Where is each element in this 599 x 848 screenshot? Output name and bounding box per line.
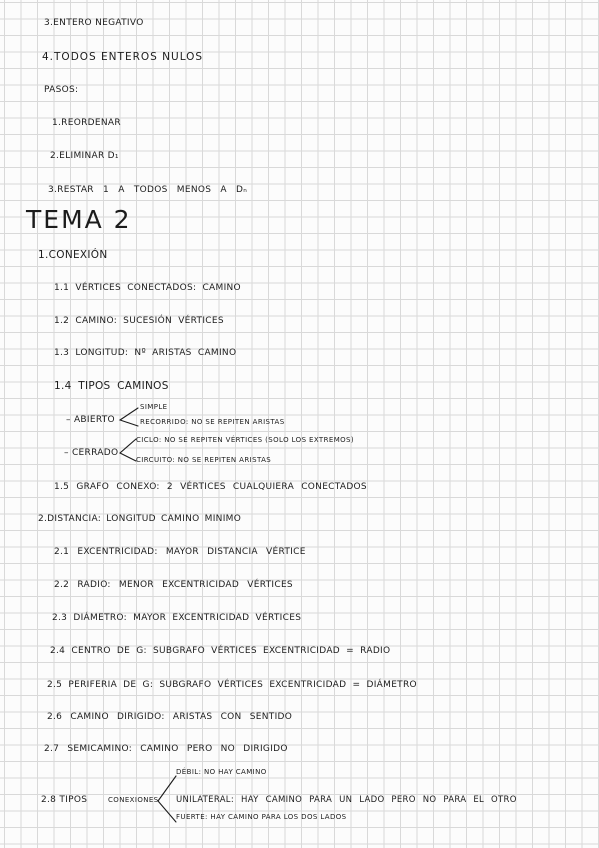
line-simple: SIMPLE	[140, 403, 168, 411]
line-todos-enteros-nulos: 4.TODOS ENTEROS NULOS	[42, 51, 204, 63]
line-fuerte: FUERTE: HAY CAMINO PARA LOS DOS LADOS	[176, 813, 347, 821]
page-title: TEMA 2	[26, 205, 132, 234]
line-vertices-conectados: 1.1 VÉRTICES CONECTADOS: CAMINO	[54, 283, 241, 293]
line-circuito: CIRCUITO: NO SE REPITEN ARISTAS	[136, 456, 272, 464]
line-eliminar: 2.ELIMINAR D₁	[50, 151, 119, 161]
line-ciclo: CICLO: NO SE REPITEN VÉRTICES (SOLO LOS EXTREMOS)	[136, 436, 355, 444]
line-recorrido: RECORRIDO: NO SE REPITEN ARISTAS	[140, 418, 285, 426]
line-diametro: 2.3 DIÁMETRO: MAYOR EXCENTRICIDAD VÉRTICES	[52, 613, 302, 623]
line-conexiones: CONEXIONES	[108, 796, 159, 804]
line-centro: 2.4 CENTRO DE G: SUBGRAFO VÉRTICES EXCENTRICIDAD = RADIO	[50, 646, 391, 656]
line-radio: 2.2 RADIO: MENOR EXCENTRICIDAD VÉRTICES	[54, 580, 293, 590]
line-camino-sucesion: 1.2 CAMINO: SUCESIÓN VÉRTICES	[54, 316, 224, 326]
line-semicamino: 2.7 SEMICAMINO: CAMINO PERO NO DIRIGIDO	[44, 744, 288, 754]
line-longitud: 1.3 LONGITUD: Nº ARISTAS CAMINO	[54, 348, 237, 358]
line-debil: DÉBIL: NO HAY CAMINO	[176, 768, 267, 776]
line-entero-negativo: 3.ENTERO NEGATIVO	[44, 18, 144, 28]
line-abierto: – ABIERTO	[66, 415, 115, 425]
line-camino-dirigido: 2.6 CAMINO DIRIGIDO: ARISTAS CON SENTIDO	[47, 712, 293, 722]
line-excentricidad: 2.1 EXCENTRICIDAD: MAYOR DISTANCIA VÉRTICE	[54, 547, 306, 557]
line-cerrado: – CERRADO	[64, 448, 119, 458]
line-periferia: 2.5 PERIFERIA DE G: SUBGRAFO VÉRTICES EXCENTRICIDAD = DIÁMETRO	[47, 680, 417, 690]
line-tipos-caminos: 1.4 TIPOS CAMINOS	[54, 380, 169, 392]
line-reordenar: 1.REORDENAR	[52, 118, 121, 128]
line-distancia: 2.DISTANCIA: LONGITUD CAMINO MINIMO	[38, 514, 242, 524]
line-grafo-conexo: 1.5 GRAFO CONEXO: 2 VÉRTICES CUALQUIERA CONECTADOS	[54, 482, 367, 492]
brace-conexiones	[156, 774, 178, 824]
line-pasos: PASOS:	[44, 85, 79, 95]
line-tipos-conexiones: 2.8 TIPOS	[41, 795, 88, 805]
line-restar: 3.RESTAR 1 A TODOS MENOS A Dₙ	[48, 185, 248, 195]
line-conexion: 1.CONEXIÓN	[38, 249, 108, 261]
brace-abierto	[118, 406, 140, 428]
line-unilateral: UNILATERAL: HAY CAMINO PARA UN LADO PERO NO PARA EL OTRO	[176, 795, 517, 805]
